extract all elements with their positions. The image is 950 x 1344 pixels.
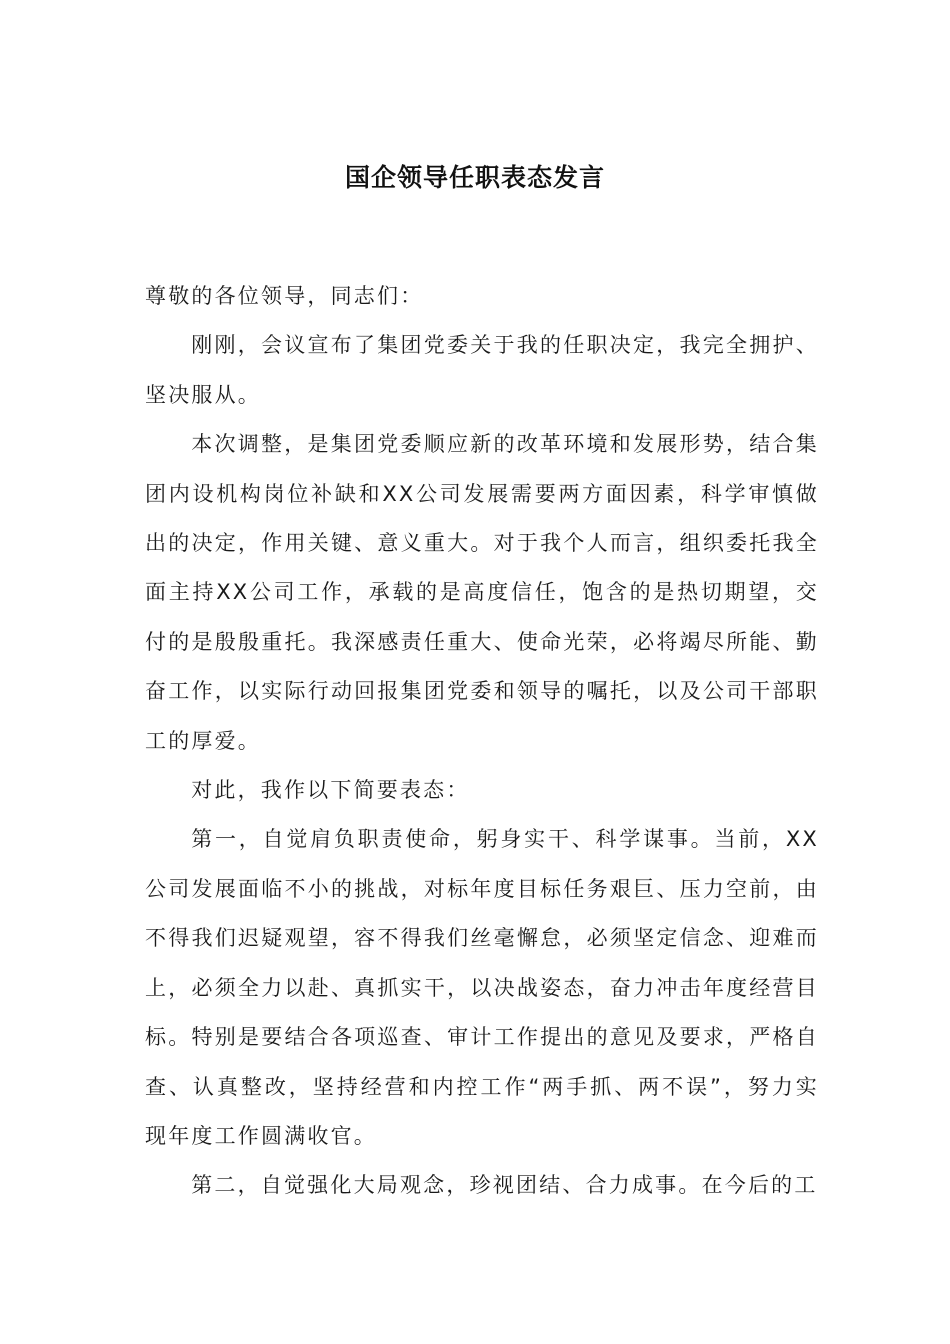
paragraph: 对此，我作以下简要表态：: [191, 778, 470, 803]
paragraph: 本次调整，是集团党委顺应新的改革环境和发展形势，结合集团内设机构岗位补缺和XX公司发展需要两方面因素，科学审慎做出的决定，作用关键、意义重大。对于我个人而言，组织委托我全面主持XX公司工作，承载的是高度信任，饱含的是热切期望，交付的是殷殷重托。我深感责任重大、使命光荣，必将竭尽所能、勤奋工作，以实际行动回报集团党委和领导的嘱托，以及公司干部职工的厚爱。: [145, 432, 819, 753]
document-body: [145, 272, 819, 1211]
paragraph: 第二，自觉强化大局观念，珍视团结、合力成事。在今后的工: [191, 1173, 818, 1198]
document-title: 国企领导任职表态发言: [344, 163, 605, 192]
paragraph: 第一，自觉肩负职责使命，躬身实干、科学谋事。当前，XX公司发展面临不小的挑战，对标年度目标任务艰巨、压力空前，由不得我们迟疑观望，容不得我们丝毫懈怠，必须坚定信念、迎难而上，必须全力以赴、真抓实干，以决战姿态，奋力冲击年度经营目标。特别是要结合各项巡查、审计工作提出的意见及要求，严格自查、认真整改，坚持经营和内控工作“两手抓、两不误”，努力实现年度工作圆满收官。: [145, 827, 819, 1148]
paragraph: 刚刚，会议宣布了集团党委关于我的任职决定，我完全拥护、坚决服从。: [145, 333, 819, 407]
salutation: 尊敬的各位领导，同志们：: [145, 284, 424, 308]
